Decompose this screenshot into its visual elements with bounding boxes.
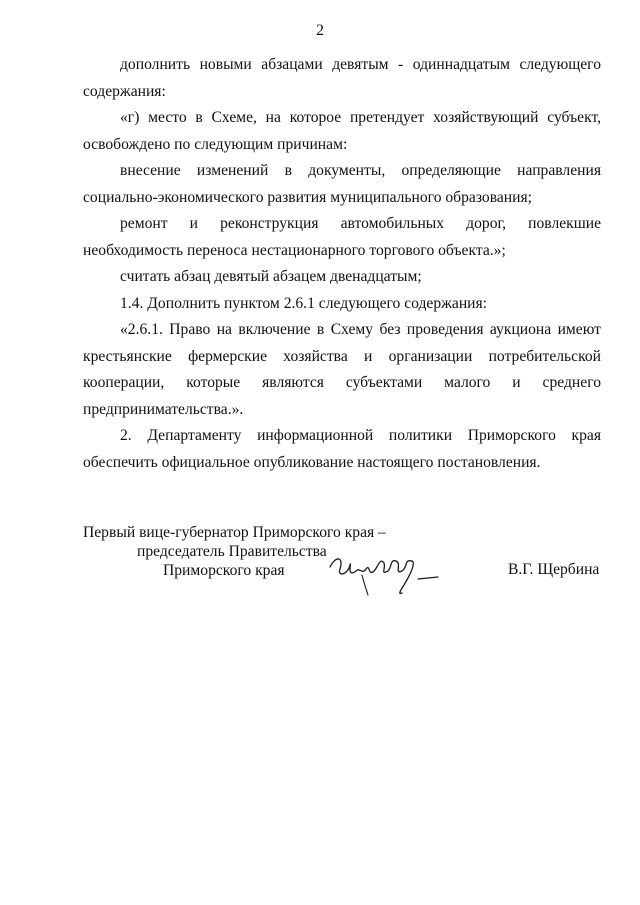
paragraph-8: 2. Департаменту информационной политики Приморского края обеспечить официальное опубликование настоящего постановления.	[83, 427, 601, 471]
paragraph-2: «г) место в Схеме, на которое претендует хозяйствующий субъект, освобождено по следующим причинам:	[83, 109, 601, 153]
handwritten-signature	[322, 545, 442, 605]
signer-title-line-2: председатель Правительства	[137, 543, 327, 560]
signer-title-line-3: Приморского края	[163, 562, 285, 579]
document-body	[83, 52, 601, 476]
signer-name: В.Г. Щербина	[508, 561, 600, 578]
signer-title-line-1: Первый вице-губернатор Приморского края –	[83, 524, 386, 541]
paragraph-4: ремонт и реконструкция автомобильных дорог, повлекшие необходимость переноса нестационарного торгового объекта.»;	[83, 215, 601, 259]
paragraph-5: считать абзац девятый абзацем двенадцатым;	[120, 268, 422, 285]
paragraph-3: внесение изменений в документы, определяющие направления социально-экономического развития муниципального образования;	[83, 162, 601, 206]
page-number: 2	[316, 22, 324, 39]
paragraph-7: «2.6.1. Право на включение в Схему без проведения аукциона имеют крестьянские фермерские хозяйства и организации потребительской кооперации, которые являются субъектами малого и среднего предпринимательства.».	[83, 321, 601, 418]
paragraph-6: 1.4. Дополнить пунктом 2.6.1 следующего содержания:	[120, 294, 488, 312]
paragraph-1: дополнить новыми абзацами девятым - одиннадцатым следующего содержания:	[83, 56, 601, 100]
